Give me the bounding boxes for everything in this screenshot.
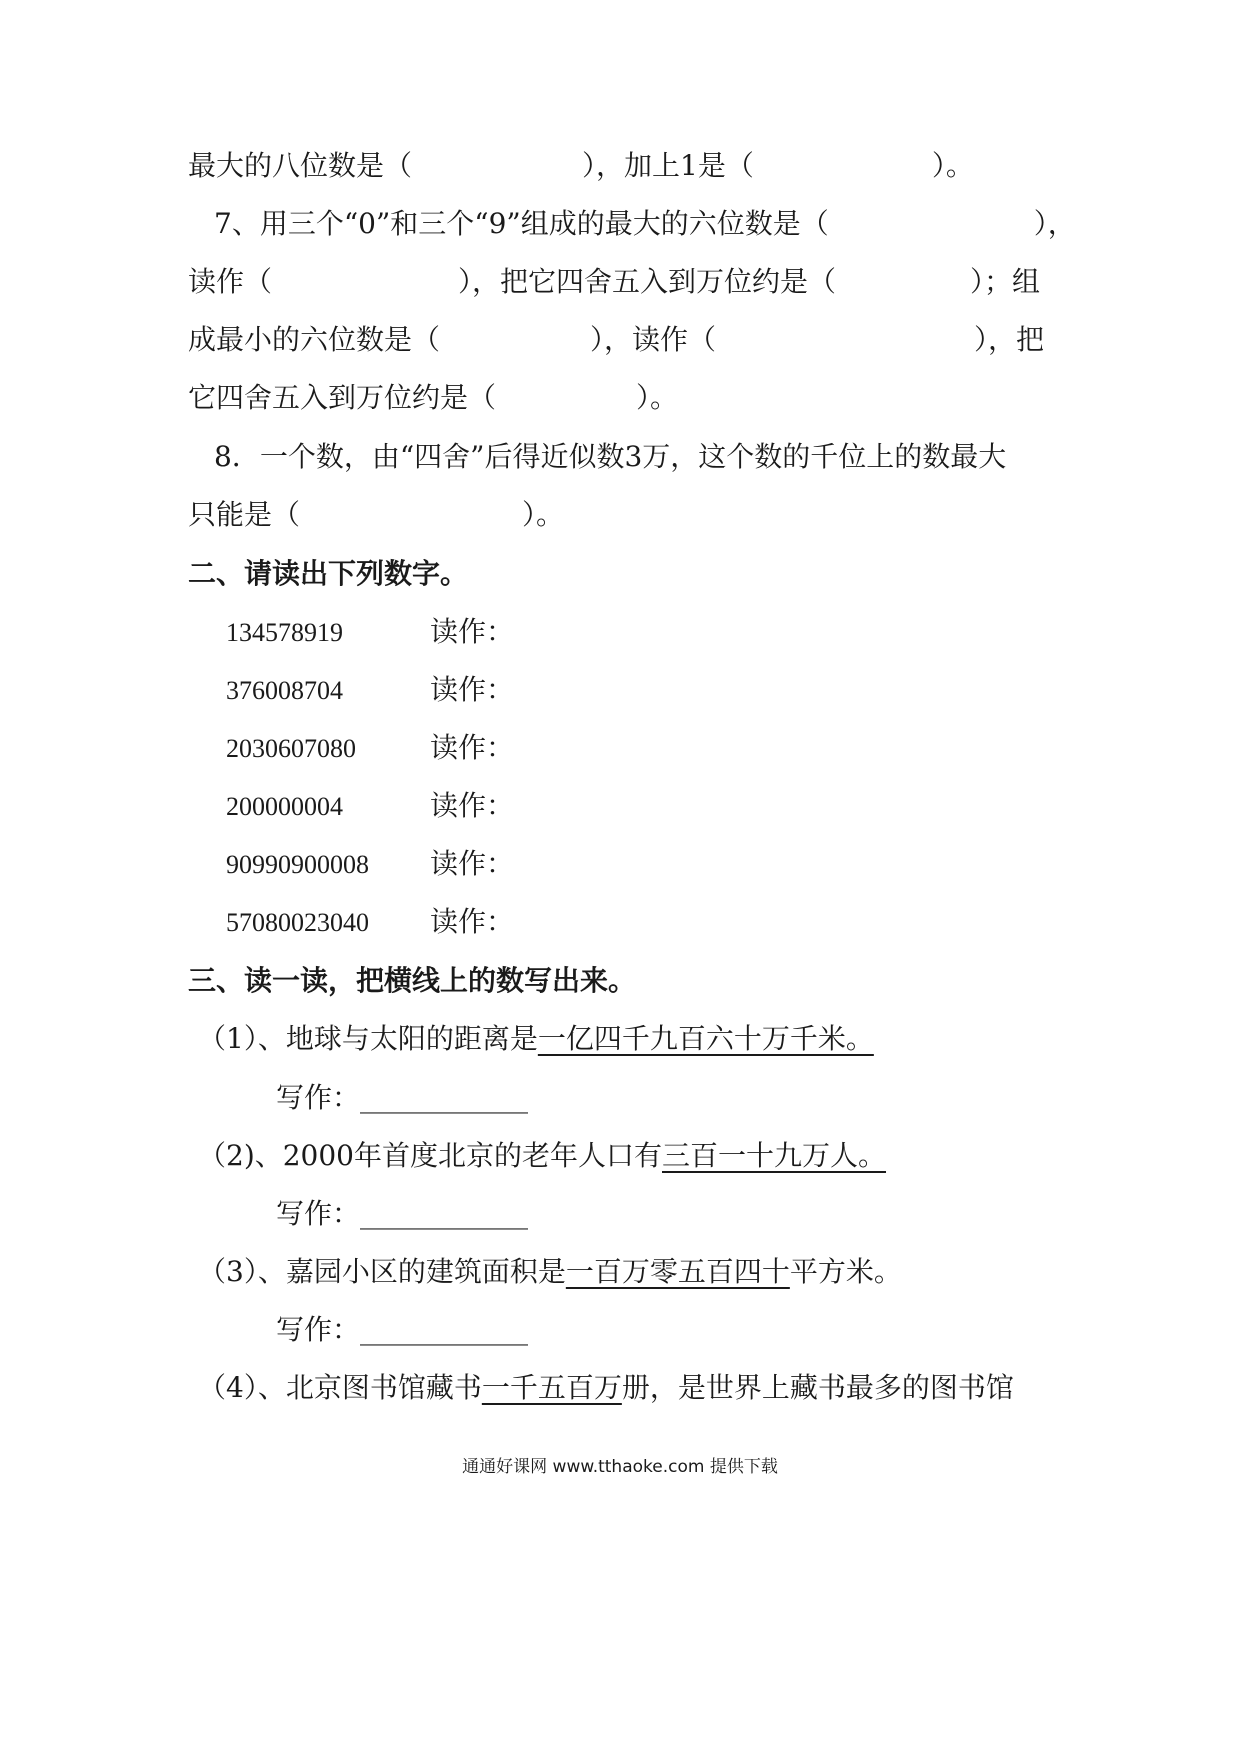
q7-line4: 它四舍五入到万位约是（ ）。 bbox=[188, 381, 679, 414]
q8-line1: 8．一个数，由“四舍”后得近似数3万，这个数的千位上的数最大 bbox=[214, 440, 1007, 473]
number-value: 2030607080 bbox=[226, 734, 356, 763]
underlined-number-text: 三百一十九万人。 bbox=[662, 1139, 887, 1172]
item-2: （2)、2000年首度北京的老年人口有三百一十九万人。 bbox=[198, 1139, 887, 1172]
list-item bbox=[226, 614, 514, 651]
write-line-2: 写作：____________ bbox=[276, 1197, 529, 1230]
read-label: 读作： bbox=[430, 731, 515, 764]
q6-line: 最大的八位数是（ ），加上1是（ ）。 bbox=[188, 149, 974, 182]
read-label: 读作： bbox=[430, 673, 515, 706]
item-4: （4）、北京图书馆藏书一千五百万册，是世界上藏书最多的图书馆 bbox=[198, 1371, 1014, 1404]
q7-line2: 读作（ ），把它四舍五入到万位约是（ ）；组 bbox=[188, 265, 1041, 298]
underlined-number-text: 一千五百万 bbox=[481, 1371, 622, 1404]
read-label: 读作： bbox=[430, 905, 515, 938]
q7-line3: 成最小的六位数是（ ），读作（ ），把 bbox=[188, 323, 1045, 356]
read-label: 读作： bbox=[430, 789, 515, 822]
number-value: 376008704 bbox=[226, 676, 343, 705]
underlined-number-text: 一亿四千九百六十万千米。 bbox=[537, 1022, 874, 1055]
underlined-number-text: 一百万零五百四十 bbox=[565, 1255, 790, 1288]
list-item bbox=[226, 672, 514, 709]
q7-line1: 7、用三个“0”和三个“9”组成的最大的六位数是（ ）， bbox=[214, 207, 1076, 240]
list-item bbox=[226, 846, 514, 883]
list-item bbox=[226, 730, 514, 767]
section2-title: 二、请读出下列数字。 bbox=[188, 557, 469, 590]
number-value: 90990900008 bbox=[226, 850, 369, 879]
read-label: 读作： bbox=[430, 615, 515, 648]
item-1: （1）、地球与太阳的距离是一亿四千九百六十万千米。 bbox=[198, 1022, 874, 1055]
answer-blank: ____________ bbox=[360, 1313, 529, 1346]
number-value: 200000004 bbox=[226, 792, 343, 821]
list-item bbox=[226, 904, 514, 941]
write-line-1: 写作：____________ bbox=[276, 1081, 529, 1114]
section3-title: 三、读一读，把横线上的数写出来。 bbox=[188, 964, 637, 997]
number-value: 134578919 bbox=[226, 618, 343, 647]
read-label: 读作： bbox=[430, 847, 515, 880]
write-line-3: 写作：____________ bbox=[276, 1313, 529, 1346]
answer-blank: ____________ bbox=[360, 1081, 529, 1114]
item-3: （3）、嘉园小区的建筑面积是一百万零五百四十平方米。 bbox=[198, 1255, 902, 1288]
q8-line2: 只能是（ ）。 bbox=[188, 498, 565, 531]
answer-blank: ____________ bbox=[360, 1197, 529, 1230]
list-item bbox=[226, 788, 514, 825]
number-value: 57080023040 bbox=[226, 908, 369, 937]
footer-credit: 通通好课网 www.tthaoke.com 提供下载 bbox=[462, 1457, 778, 1477]
